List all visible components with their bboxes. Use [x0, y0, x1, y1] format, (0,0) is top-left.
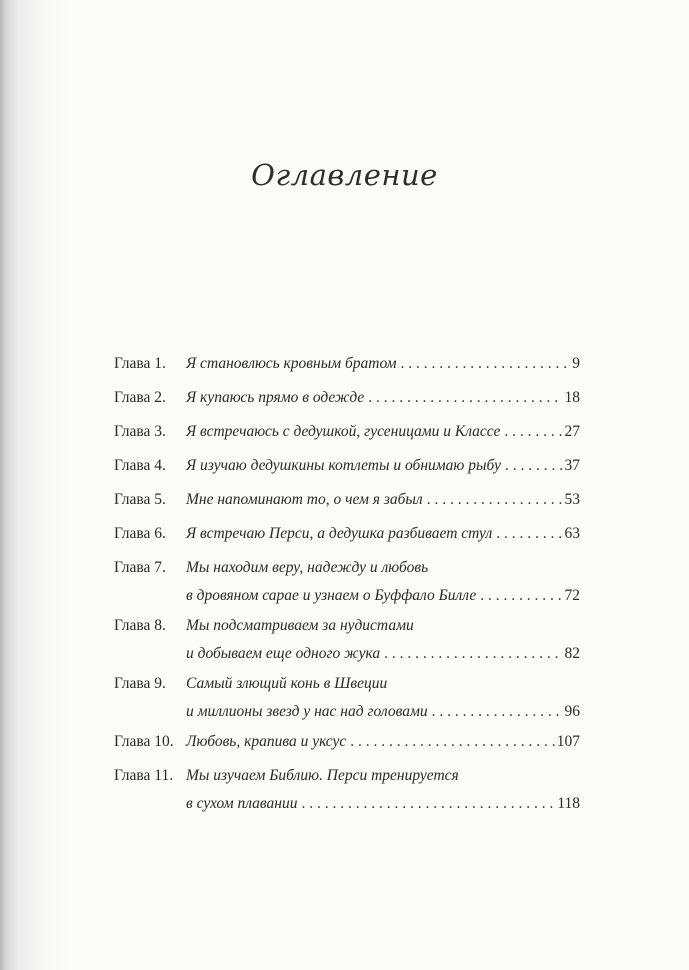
chapter-title: Самый злющий конь в Швеции	[186, 675, 388, 692]
chapter-title: Любовь, крапива и уксус	[186, 733, 347, 750]
chapter-title: Мы находим веру, надежду и любовь	[186, 559, 429, 576]
chapter-title: Я купаюсь прямо в одежде	[186, 389, 365, 406]
chapter-label: Глава 3.	[114, 423, 166, 440]
chapter-label: Глава 4.	[114, 457, 166, 474]
leader-dots	[504, 418, 562, 446]
chapter-label: Глава 6.	[114, 525, 166, 542]
toc-entry-2	[114, 384, 580, 412]
page-number: 37	[564, 457, 580, 474]
leader-dots	[368, 384, 562, 412]
leader-dots	[432, 698, 563, 726]
chapter-title-continued: в сухом плавании	[186, 795, 298, 812]
chapter-title-continued: и добываем еще одного жука	[186, 645, 381, 662]
chapter-title: Я становлюсь кровным братом	[186, 355, 397, 372]
page-number: 118	[557, 795, 580, 812]
toc-entry-5	[114, 486, 580, 514]
toc-entry-9	[114, 670, 580, 726]
page-number: 63	[564, 525, 580, 542]
leader-dots	[480, 582, 562, 610]
leader-dots	[301, 790, 555, 818]
chapter-title: Мне напоминают то, о чем я забыл	[186, 491, 423, 508]
chapter-label: Глава 1.	[114, 355, 166, 372]
page-number: 9	[572, 355, 580, 372]
chapter-label: Глава 10.	[114, 733, 174, 750]
page-title: Оглавление	[251, 158, 438, 192]
chapter-label: Глава 2.	[114, 389, 166, 406]
page-number: 72	[564, 587, 580, 604]
leader-dots	[350, 728, 554, 756]
chapter-title: Мы изучаем Библию. Перси тренируется	[186, 767, 459, 784]
toc-entry-4	[114, 452, 580, 480]
chapter-label: Глава 11.	[114, 767, 174, 784]
chapter-label: Глава 5.	[114, 491, 166, 508]
toc-entry-1	[114, 350, 580, 378]
leader-dots	[384, 640, 562, 668]
page-number: 82	[564, 645, 580, 662]
chapter-title: Мы подсматриваем за нудистами	[186, 617, 414, 634]
leader-dots	[496, 520, 562, 548]
leader-dots	[505, 452, 563, 480]
toc-entry-8	[114, 612, 580, 668]
page-number: 27	[564, 423, 580, 440]
page-number: 96	[564, 703, 580, 720]
page-number: 107	[556, 733, 580, 750]
page-number: 18	[564, 389, 580, 406]
page-number: 53	[564, 491, 580, 508]
chapter-label: Глава 7.	[114, 559, 166, 576]
toc-entry-10	[114, 728, 580, 756]
toc-entry-7	[114, 554, 580, 610]
leader-dots	[401, 350, 571, 378]
toc-entry-3	[114, 418, 580, 446]
chapter-title-continued: и миллионы звезд у нас над головами	[186, 703, 428, 720]
chapter-title: Я встречаюсь с дедушкой, гусеницами и Классе	[186, 423, 501, 440]
toc-entry-6	[114, 520, 580, 548]
chapter-label: Глава 9.	[114, 675, 166, 692]
chapter-title: Я изучаю дедушкины котлеты и обнимаю рыбу	[186, 457, 501, 474]
chapter-title-continued: в дровяном сарае и узнаем о Буффало Билле	[186, 587, 477, 604]
leader-dots	[427, 486, 563, 514]
chapter-title: Я встречаю Перси, а дедушка разбивает стул	[186, 525, 493, 542]
toc-entry-11	[114, 762, 580, 818]
chapter-label: Глава 8.	[114, 617, 166, 634]
